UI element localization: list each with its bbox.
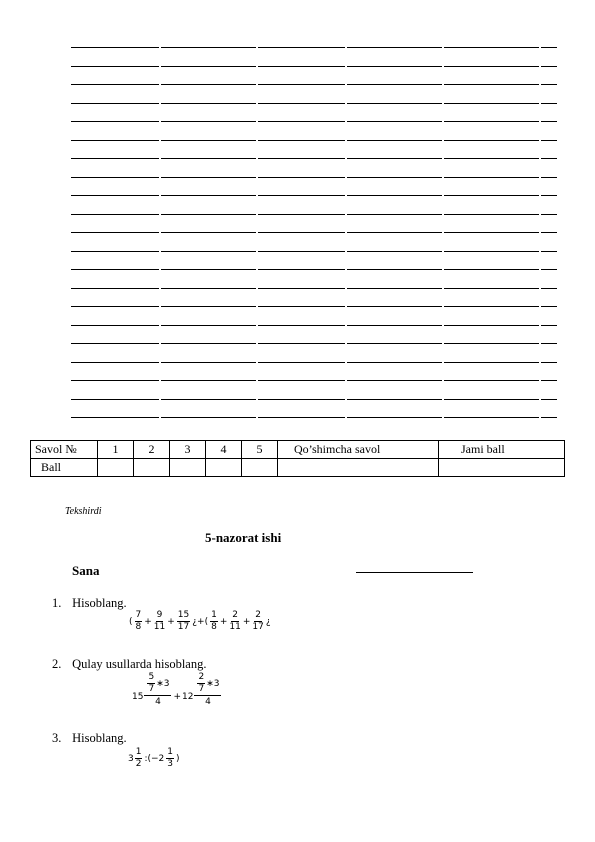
task-1 <box>52 596 127 611</box>
task-1-text: Hisoblang. <box>72 596 127 610</box>
expr1-plus-1: + <box>144 616 152 627</box>
answer-line[interactable] <box>71 232 557 233</box>
score-cell-3[interactable] <box>170 459 206 477</box>
score-header-4: 4 <box>206 441 242 459</box>
score-header-row <box>31 441 565 459</box>
expr3-frac-2: $\frac{1}{3}$ <box>167 747 174 769</box>
score-header-2: 2 <box>134 441 170 459</box>
line-gap <box>345 0 347 420</box>
expr2-complex-frac-1: $\frac{5}{7}$ ∗3 4 <box>144 672 171 708</box>
answer-line[interactable] <box>71 269 557 270</box>
answer-line[interactable] <box>71 399 557 400</box>
answer-line[interactable] <box>71 121 557 122</box>
line-gap <box>159 0 161 420</box>
score-cell-2[interactable] <box>134 459 170 477</box>
answer-line[interactable] <box>71 214 557 215</box>
answer-line[interactable] <box>71 380 557 381</box>
score-cell-1[interactable] <box>98 459 134 477</box>
score-cell-4[interactable] <box>206 459 242 477</box>
score-ball-label: Ball <box>31 459 98 477</box>
expr1-plus-2: + <box>167 616 175 627</box>
answer-line[interactable] <box>71 251 557 252</box>
expr1-joiner: ¿+( <box>192 616 209 627</box>
score-cell-total[interactable] <box>439 459 565 477</box>
expr1-frac-3: $\frac{15}{17}$ <box>177 610 190 632</box>
answer-line[interactable] <box>71 325 557 326</box>
answer-line[interactable] <box>71 66 557 67</box>
expr1-frac-6: $\frac{2}{17}$ <box>252 610 264 632</box>
answer-line[interactable] <box>71 362 557 363</box>
answer-line[interactable] <box>71 417 557 418</box>
answer-line[interactable] <box>71 306 557 307</box>
expr1-open: ( <box>129 616 133 627</box>
expression-2 <box>132 672 222 708</box>
score-ball-row <box>31 459 565 477</box>
expr3-whole: 3 <box>128 753 134 764</box>
line-gap <box>442 0 444 420</box>
answer-line[interactable] <box>71 158 557 159</box>
task-2 <box>52 657 206 672</box>
expr2-whole-2: 12 <box>182 692 194 702</box>
score-header-1: 1 <box>98 441 134 459</box>
score-cell-extra[interactable] <box>278 459 439 477</box>
date-blank-line[interactable] <box>356 572 473 573</box>
task-3 <box>52 731 127 746</box>
expr1-frac-1: $\frac{7}{8}$ <box>135 610 142 632</box>
line-gap <box>539 0 541 420</box>
score-header-3: 3 <box>170 441 206 459</box>
expr2-complex-frac-2: $\frac{2}{7}$ ∗3 4 <box>194 672 221 708</box>
score-header-question: Savol № <box>31 441 98 459</box>
expr2-whole-1: 15 <box>132 692 144 702</box>
task-2-number: 2. <box>52 657 62 671</box>
expr1-frac-5: $\frac{2}{11}$ <box>229 610 241 632</box>
checked-by-label: Tekshirdi <box>65 506 102 517</box>
expression-1 <box>128 610 272 633</box>
task-3-text: Hisoblang. <box>72 731 127 745</box>
expr1-plus-3: + <box>219 616 228 627</box>
answer-line[interactable] <box>71 343 557 344</box>
answer-line[interactable] <box>71 177 557 178</box>
answer-line[interactable] <box>71 195 557 196</box>
answer-line[interactable] <box>71 140 557 141</box>
score-cell-5[interactable] <box>242 459 278 477</box>
answer-line[interactable] <box>71 103 557 104</box>
score-header-total: Jami ball <box>439 441 565 459</box>
task-2-text: Qulay usullarda hisoblang. <box>72 657 207 671</box>
task-1-number: 1. <box>52 596 62 610</box>
expr2-plus: + <box>173 692 182 702</box>
score-header-extra: Qo’shimcha savol <box>278 441 439 459</box>
ruled-answer-area <box>71 0 557 420</box>
date-label: Sana <box>72 563 100 578</box>
expr3-frac-1: $\frac{1}{2}$ <box>135 747 142 769</box>
expr3-close: ) <box>176 753 180 764</box>
page-title: 5-nazorat ishi <box>205 530 282 545</box>
task-3-number: 3. <box>52 731 62 745</box>
expr1-end: ¿ <box>265 616 271 627</box>
score-table <box>30 440 565 477</box>
answer-line[interactable] <box>71 288 557 289</box>
expr1-frac-4: $\frac{1}{8}$ <box>211 610 217 632</box>
score-header-5: 5 <box>242 441 278 459</box>
expr3-divide: :(−2 <box>144 753 165 764</box>
expr1-frac-2: $\frac{9}{11}$ <box>153 610 166 632</box>
expr1-plus-4: + <box>242 616 251 627</box>
answer-line[interactable] <box>71 84 557 85</box>
answer-line[interactable] <box>71 47 557 48</box>
expression-3 <box>128 747 181 770</box>
line-gap <box>256 0 258 420</box>
